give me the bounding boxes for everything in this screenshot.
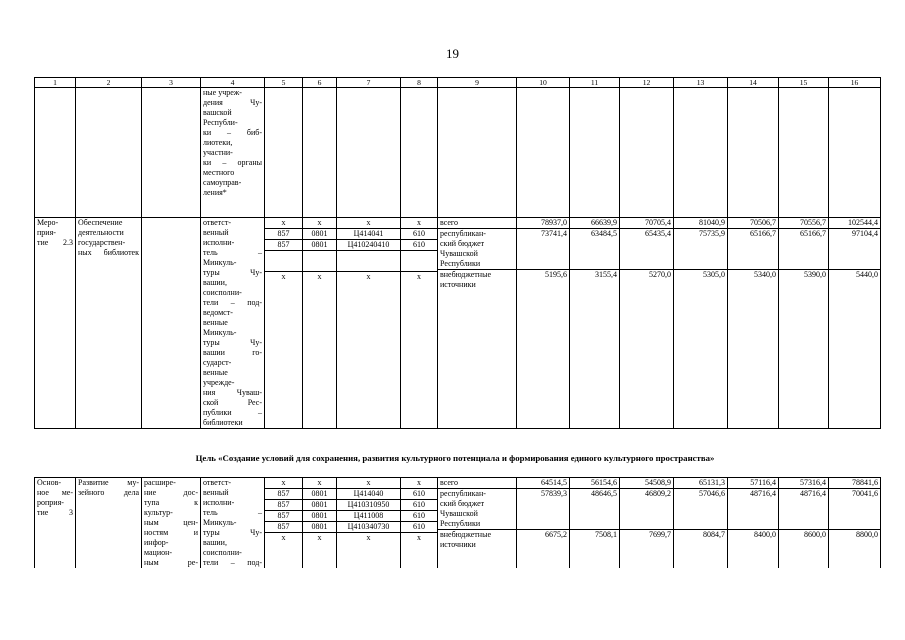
code-value: 0801 — [303, 489, 336, 500]
spacer-line — [676, 239, 725, 249]
spacer-line — [337, 251, 400, 261]
code-value: 610 — [401, 511, 437, 522]
column-number: 3 — [142, 78, 201, 88]
executor-text-line: вашии, — [203, 278, 227, 287]
spacer-line — [730, 239, 776, 249]
spacer-line — [265, 251, 302, 261]
code-value: 857 — [265, 229, 302, 240]
column-number: 14 — [728, 78, 779, 88]
code-total: x — [401, 218, 437, 229]
value-cell — [620, 218, 674, 429]
column-number: 13 — [674, 78, 728, 88]
spacer-line — [622, 509, 671, 519]
code-total: x — [401, 478, 437, 489]
code-grbs-cell — [265, 218, 303, 429]
budget-table-bottom — [34, 477, 881, 568]
code-value: Ц414040 — [337, 489, 400, 500]
code-value: 0801 — [303, 500, 336, 511]
value-total: 70705,4 — [620, 218, 673, 229]
executor-text-line: венный — [203, 228, 229, 237]
value-extra: 5305,0 — [703, 270, 725, 279]
value-total: 78937,0 — [517, 218, 569, 229]
source-cell — [438, 478, 517, 569]
code-total: x — [337, 218, 400, 229]
value-extra: 8400,0 — [754, 530, 776, 539]
executor-text-line: венные — [203, 368, 228, 377]
spacer-line — [676, 249, 725, 259]
value-republic: 57839,3 — [541, 489, 567, 498]
column-number: 6 — [303, 78, 337, 88]
source-republic-line: Республики — [438, 259, 516, 270]
value-republic: 65166,7 — [750, 229, 776, 238]
source-republic-line: Чувашской — [440, 249, 478, 258]
text-line: расшире- — [144, 478, 176, 487]
code-total: x — [337, 478, 400, 489]
text-line: Основ- — [37, 478, 62, 487]
code-value: Ц414041 — [337, 229, 400, 240]
executor-text-line: библиотеки — [203, 418, 243, 427]
code-type-cell — [401, 218, 438, 429]
value-cell — [728, 218, 779, 429]
spacer-line — [781, 509, 826, 519]
value-extra: 8600,0 — [804, 530, 826, 539]
value-cell — [570, 218, 620, 429]
spacer-line — [303, 251, 336, 261]
spacer-line — [519, 249, 567, 259]
value-cell — [517, 218, 570, 429]
code-value: 857 — [265, 489, 302, 500]
executor-text-line: вашии го- — [203, 348, 262, 357]
spacer-line — [781, 499, 826, 509]
measure-id-cell — [35, 218, 76, 429]
code-extra: x — [417, 272, 421, 281]
spacer-line — [517, 259, 569, 270]
code-value: 610 — [401, 240, 437, 251]
spacer-line — [781, 239, 826, 249]
executor-text-line: Минкуль- — [203, 518, 237, 527]
text-line: государствен- — [78, 238, 126, 247]
code-extra: x — [281, 272, 286, 281]
column-number: 11 — [570, 78, 620, 88]
spacer-line — [829, 259, 880, 270]
spacer-line — [831, 239, 878, 249]
spacer-line — [572, 249, 617, 259]
value-cell — [674, 478, 728, 569]
spacer-line — [303, 261, 336, 272]
text-line: роприя- — [37, 498, 64, 507]
code-extra: x — [366, 533, 371, 542]
code-total: x — [265, 478, 302, 489]
executor-text-line: лиотеки, — [203, 138, 233, 147]
text-line: деятельности — [78, 228, 124, 237]
executor-text-line: ния Чуваш- — [203, 388, 262, 397]
executor-text-line: дения Чу- — [203, 98, 262, 107]
column-number: 1 — [35, 78, 76, 88]
column-number: 9 — [438, 78, 517, 88]
text-line: прия- — [37, 228, 56, 237]
spacer-line — [570, 259, 619, 270]
code-value: 0801 — [303, 229, 336, 240]
executor-text-line: Минкуль- — [203, 328, 237, 337]
text-line: Развитие му- — [78, 478, 139, 487]
spacer-line — [730, 249, 776, 259]
code-value: 0801 — [303, 511, 336, 522]
spacer-line — [572, 499, 617, 509]
spacer-line — [572, 509, 617, 519]
value-republic: 57046,6 — [699, 489, 725, 498]
main-measure-3-row — [35, 478, 881, 569]
measure-name-cell — [76, 218, 142, 429]
value-total: 102544,4 — [829, 218, 880, 229]
code-type-cell — [401, 478, 438, 569]
text-line: ных библиотек — [78, 248, 139, 257]
source-republic-line: Чувашской — [440, 509, 478, 518]
column-number: 7 — [337, 78, 401, 88]
source-cell — [438, 218, 517, 429]
text-line: ние дос- — [144, 488, 198, 497]
spacer-line — [337, 261, 400, 272]
column-number: 8 — [401, 78, 438, 88]
code-value: Ц411008 — [337, 511, 400, 522]
value-republic: 73741,4 — [541, 229, 567, 238]
value-extra: 5440,0 — [856, 270, 878, 279]
column-number: 4 — [201, 78, 265, 88]
value-cell — [570, 478, 620, 569]
source-republic-line: ский бюджет — [440, 239, 485, 248]
code-extra: x — [366, 272, 371, 281]
value-total: 81040,9 — [674, 218, 727, 229]
text-line: инфор- — [144, 538, 169, 547]
value-extra: 5195,6 — [545, 270, 567, 279]
code-target-cell — [337, 478, 401, 569]
value-cell — [779, 478, 829, 569]
code-value: 857 — [265, 500, 302, 511]
text-line: Обеспечение — [78, 218, 123, 227]
value-total: 57116,4 — [728, 478, 778, 489]
spacer-line — [831, 509, 878, 519]
spacer-line — [572, 239, 617, 249]
code-value: 857 — [265, 240, 302, 251]
code-value: 610 — [401, 522, 437, 533]
spacer-line — [620, 259, 673, 270]
code-value: 610 — [401, 489, 437, 500]
code-value: 0801 — [303, 240, 336, 251]
spacer-line — [829, 519, 880, 530]
value-extra: 3155,4 — [595, 270, 617, 279]
spacer-line — [779, 259, 828, 270]
executor-text-line: туры Чу- — [203, 338, 262, 347]
value-total: 78841,6 — [829, 478, 880, 489]
value-republic: 48716,4 — [800, 489, 826, 498]
value-republic: 65435,4 — [645, 229, 671, 238]
value-extra: 5340,0 — [754, 270, 776, 279]
executor-text-line: ные учреж- — [203, 88, 242, 97]
text-line: мацион- — [144, 548, 173, 557]
code-total: x — [265, 218, 302, 229]
code-extra: x — [317, 533, 322, 542]
executor-text-line: соисполни- — [203, 288, 242, 297]
spacer-line — [779, 519, 828, 530]
source-total: всего — [438, 478, 516, 489]
code-section-cell — [303, 478, 337, 569]
executor-cell — [201, 218, 265, 429]
value-extra: 6675,2 — [545, 530, 567, 539]
spacer-line — [622, 249, 671, 259]
measure-id-cell — [35, 478, 76, 569]
code-value: 610 — [401, 229, 437, 240]
column-number: 16 — [829, 78, 881, 88]
spacer-line — [265, 261, 302, 272]
spacer-line — [519, 509, 567, 519]
value-republic: 75735,9 — [699, 229, 725, 238]
source-republic-line: ский бюджет — [440, 499, 485, 508]
page-number: 19 — [446, 46, 459, 61]
code-section-cell — [303, 218, 337, 429]
spacer-line — [730, 499, 776, 509]
column-number: 2 — [76, 78, 142, 88]
value-total: 70506,7 — [728, 218, 778, 229]
executor-text-line: тели – под- — [203, 298, 262, 307]
source-republic-line: Республики — [438, 519, 516, 530]
executor-text-line: венные — [203, 318, 228, 327]
value-total: 57316,4 — [779, 478, 828, 489]
value-republic: 63484,5 — [591, 229, 617, 238]
value-republic: 46809,2 — [645, 489, 671, 498]
code-value: Ц410310950 — [337, 500, 400, 511]
value-cell — [517, 478, 570, 569]
executor-text-line: сударст- — [203, 358, 232, 367]
text-line: ное ме- — [37, 488, 73, 497]
measure-name-cell — [76, 478, 142, 569]
code-value: Ц410240410 — [337, 240, 400, 251]
value-cell — [620, 478, 674, 569]
executor-text-line: ответст- — [203, 218, 231, 227]
spacer-line — [728, 519, 778, 530]
column-number: 15 — [779, 78, 829, 88]
code-value: 0801 — [303, 522, 336, 533]
executor-text-line: ки – органы — [203, 158, 262, 167]
executor-text-line: местного — [203, 168, 235, 177]
executor-text-line: тель – — [203, 248, 262, 257]
text-line: тие 3 — [37, 508, 73, 517]
source-extra-line: внебюджетные — [440, 270, 491, 279]
spacer-line — [519, 239, 567, 249]
spacer-line — [781, 249, 826, 259]
code-value: 857 — [265, 511, 302, 522]
value-republic: 48646,5 — [591, 489, 617, 498]
text-line: культур- — [144, 508, 173, 517]
value-total: 56154,6 — [570, 478, 619, 489]
value-republic: 70041,6 — [852, 489, 878, 498]
value-cell — [728, 478, 779, 569]
code-extra: x — [417, 533, 421, 542]
measure-goal-cell — [142, 478, 201, 569]
code-grbs-cell — [265, 478, 303, 569]
executor-text-line: соисполни- — [203, 548, 242, 557]
spacer-line — [519, 499, 567, 509]
code-target-cell — [337, 218, 401, 429]
value-cell — [829, 218, 881, 429]
value-extra: 8800,0 — [856, 530, 878, 539]
spacer-line — [676, 499, 725, 509]
executor-text-line: тели – под- — [203, 558, 262, 567]
continuation-row — [35, 88, 881, 218]
code-value: Ц410340730 — [337, 522, 400, 533]
value-cell — [829, 478, 881, 569]
code-value: 857 — [265, 522, 302, 533]
value-extra: 8084,7 — [703, 530, 725, 539]
measure-2-3-row — [35, 218, 881, 429]
source-republic-line: республикан- — [440, 489, 486, 498]
goal-heading: Цель «Создание условий для сохранения, развития культурного потенциала и формирования единого культурного пространства» — [195, 453, 715, 463]
executor-text-line: Республи- — [203, 118, 238, 127]
text-line: ностям и — [144, 528, 198, 537]
column-number-row — [35, 78, 881, 88]
spacer-line — [730, 509, 776, 519]
value-total: 54508,9 — [620, 478, 673, 489]
value-extra: 7508,1 — [595, 530, 617, 539]
spacer-line — [401, 251, 437, 261]
source-extra-line: внебюджетные — [440, 530, 491, 539]
executor-text-line: ской Рес- — [203, 398, 262, 407]
executor-text-line: участни- — [203, 148, 233, 157]
executor-text-line: вашской — [203, 108, 232, 117]
text-line: Меро- — [37, 218, 59, 227]
source-extra-line: источники — [440, 540, 476, 549]
column-number: 5 — [265, 78, 303, 88]
spacer-line — [570, 519, 619, 530]
executor-text-line: тель – — [203, 508, 262, 517]
spacer-line — [728, 259, 778, 270]
spacer-line — [674, 519, 727, 530]
code-total: x — [303, 478, 336, 489]
text-line: тие 2.3 — [37, 238, 73, 247]
executor-text-line: туры Чу- — [203, 268, 262, 277]
column-number: 10 — [517, 78, 570, 88]
executor-text-line: самоуправ- — [203, 178, 242, 187]
code-total: x — [303, 218, 336, 229]
executor-text-line: исполни- — [203, 498, 235, 507]
spacer-line — [674, 259, 727, 270]
value-republic: 48716,4 — [750, 489, 776, 498]
source-total: всего — [438, 218, 516, 229]
executor-text-line: Минкуль- — [203, 258, 237, 267]
budget-table-top — [34, 77, 881, 429]
value-cell — [674, 218, 728, 429]
executor-text-line: ответст- — [203, 478, 231, 487]
column-number: 12 — [620, 78, 674, 88]
source-republic-line: республикан- — [440, 229, 486, 238]
spacer-line — [622, 239, 671, 249]
value-extra: 7699,7 — [649, 530, 671, 539]
text-line: ным ре- — [144, 558, 198, 567]
spacer-line — [676, 509, 725, 519]
spacer-line — [831, 499, 878, 509]
executor-text-line: ведомст- — [203, 308, 233, 317]
code-extra: x — [317, 272, 322, 281]
spacer-line — [622, 499, 671, 509]
text-line: тупа к — [144, 498, 198, 507]
value-cell — [779, 218, 829, 429]
measure-goal-cell — [142, 218, 201, 429]
executor-text-line: ки – биб- — [203, 128, 262, 137]
spacer-line — [831, 249, 878, 259]
code-value: 610 — [401, 500, 437, 511]
value-republic: 65166,7 — [800, 229, 826, 238]
executor-continuation-cell — [201, 88, 265, 218]
spacer-line — [620, 519, 673, 530]
value-extra: 5270,0 — [649, 270, 671, 279]
code-extra: x — [281, 533, 286, 542]
value-total: 70556,7 — [779, 218, 828, 229]
executor-cell — [201, 478, 265, 569]
text-line: зейного дела — [78, 488, 139, 497]
value-republic: 97104,4 — [852, 229, 878, 238]
executor-text-line: венный — [203, 488, 229, 497]
executor-text-line: вашии, — [203, 538, 227, 547]
value-total: 66639,9 — [570, 218, 619, 229]
executor-text-line: учрежде- — [203, 378, 235, 387]
executor-text-line: ления* — [203, 188, 227, 197]
source-extra-line: источники — [440, 280, 476, 289]
executor-text-line: исполни- — [203, 238, 235, 247]
spacer-line — [401, 261, 437, 272]
value-total: 65131,3 — [674, 478, 727, 489]
spacer-line — [517, 519, 569, 530]
text-line: ным цен- — [144, 518, 198, 527]
executor-text-line: туры Чу- — [203, 528, 262, 537]
value-extra: 5390,0 — [804, 270, 826, 279]
executor-text-line: публики – — [203, 408, 262, 417]
value-total: 64514,5 — [517, 478, 569, 489]
